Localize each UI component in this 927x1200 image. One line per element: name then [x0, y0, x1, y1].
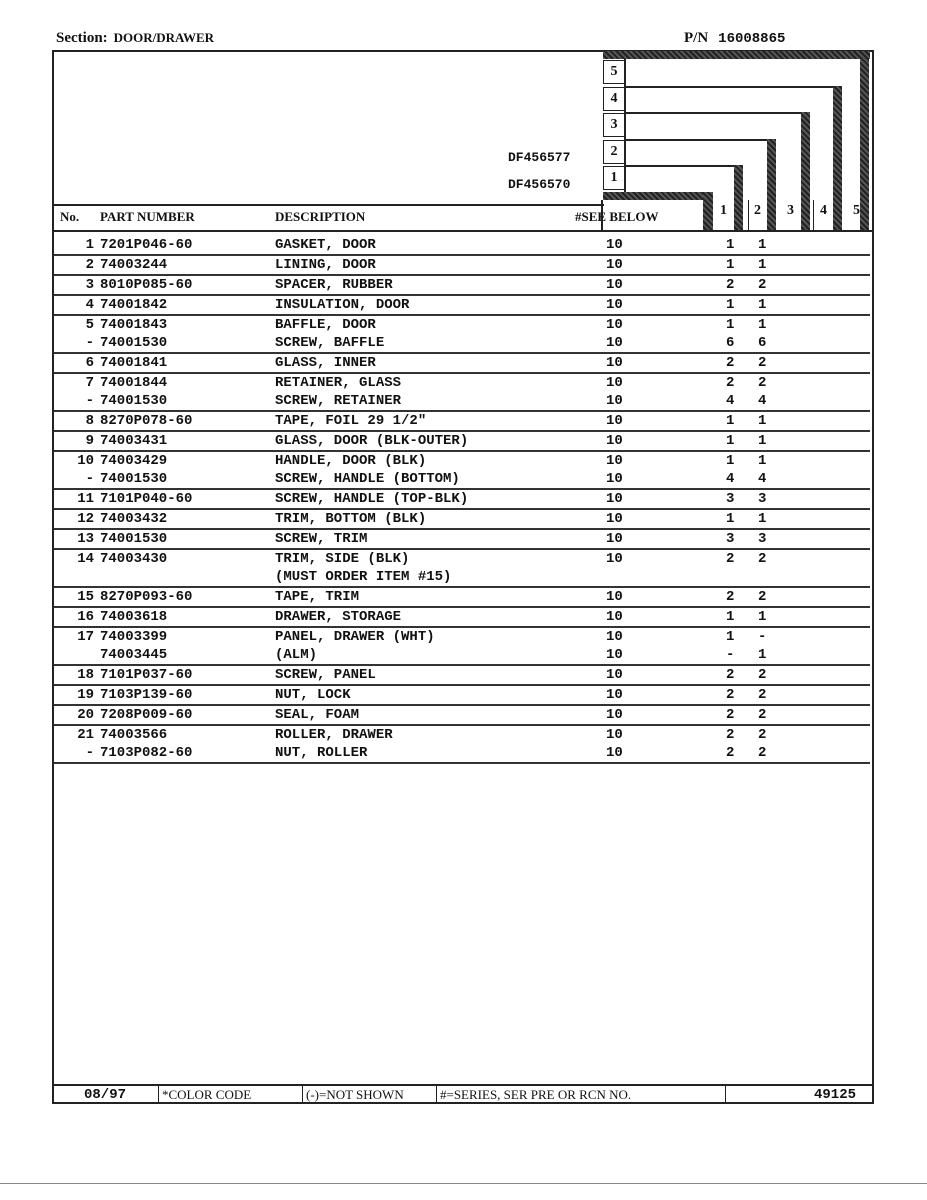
qty-col-1: 2 — [726, 375, 735, 391]
description: SPACER, RUBBER — [275, 277, 393, 293]
item-number: - — [85, 393, 94, 409]
item-number: - — [85, 335, 94, 351]
item-number: 21 — [77, 727, 94, 743]
qty-col-2: 1 — [758, 297, 767, 313]
column-header-description: DESCRIPTION — [275, 209, 366, 224]
part-number: 74001530 — [100, 335, 168, 351]
qty-col-1: 6 — [726, 335, 735, 351]
item-number: 4 — [85, 297, 94, 313]
qty-col-2: 1 — [758, 453, 767, 469]
table-row — [54, 334, 870, 352]
table-row-group — [54, 530, 870, 550]
description: TRIM, SIDE (BLK) — [275, 551, 410, 567]
series: 10 — [606, 335, 623, 351]
qty-col-1: 1 — [726, 297, 735, 313]
table-row — [54, 374, 870, 392]
qty-col-2: 2 — [758, 727, 767, 743]
description: (MUST ORDER ITEM #15) — [275, 569, 452, 585]
qty-col-1: 3 — [726, 491, 735, 507]
qty-col-2: 6 — [758, 335, 767, 351]
table-row-group — [54, 588, 870, 608]
qty-col-1: 1 — [726, 629, 735, 645]
description: TRIM, BOTTOM (BLK) — [275, 511, 427, 527]
part-number: 7101P040-60 — [100, 491, 193, 507]
qty-col-1: 3 — [726, 531, 735, 547]
series: 10 — [606, 687, 623, 703]
section-label: Section: — [56, 30, 108, 46]
footer-bar — [52, 1084, 872, 1104]
part-number: 74003432 — [100, 511, 168, 527]
table-row-group — [54, 726, 870, 764]
table-row — [54, 530, 870, 548]
divider — [52, 204, 604, 206]
series: 10 — [606, 471, 623, 487]
qty-col-2: 2 — [758, 277, 767, 293]
item-number: 5 — [85, 317, 94, 333]
series: 10 — [606, 727, 623, 743]
qty-col-1: 2 — [726, 667, 735, 683]
item-number: 20 — [77, 707, 94, 723]
part-number: 74001841 — [100, 355, 168, 371]
table-row — [54, 726, 870, 744]
qty-col-2: 1 — [758, 609, 767, 625]
qty-col-1: - — [726, 647, 735, 663]
item-number: 1 — [85, 237, 94, 253]
item-number: 9 — [85, 433, 94, 449]
table-row — [54, 686, 870, 704]
footer-color-code: *COLOR CODE — [160, 1086, 303, 1104]
series: 10 — [606, 355, 623, 371]
qty-col-1: 2 — [726, 589, 735, 605]
description: SCREW, TRIM — [275, 531, 368, 547]
column-number-3: 3 — [787, 203, 794, 218]
qty-col-1: 2 — [726, 707, 735, 723]
qty-col-2: 3 — [758, 491, 767, 507]
series: 10 — [606, 393, 623, 409]
table-row — [54, 628, 870, 646]
part-number: 74003399 — [100, 629, 168, 645]
series: 10 — [606, 609, 623, 625]
qty-col-1: 1 — [726, 317, 735, 333]
part-number: 74003430 — [100, 551, 168, 567]
part-number: 7103P082-60 — [100, 745, 193, 761]
table-row — [54, 256, 870, 274]
series-3-box: 3 — [603, 113, 626, 137]
item-number: - — [85, 745, 94, 761]
table-row-group — [54, 706, 870, 726]
divider — [52, 230, 872, 232]
footer-date: 08/97 — [52, 1086, 159, 1104]
qty-col-2: 1 — [758, 511, 767, 527]
series-4-box: 4 — [603, 87, 626, 111]
qty-col-1: 2 — [726, 727, 735, 743]
series-5-box: 5 — [603, 60, 626, 84]
description: TAPE, FOIL 29 1/2" — [275, 413, 427, 429]
qty-col-1: 1 — [726, 237, 735, 253]
description: DRAWER, STORAGE — [275, 609, 402, 625]
item-number: 16 — [77, 609, 94, 625]
qty-col-1: 2 — [726, 355, 735, 371]
qty-col-2: 1 — [758, 413, 767, 429]
column-number-4: 4 — [820, 203, 827, 218]
qty-col-2: 2 — [758, 687, 767, 703]
column-number-5: 5 — [853, 203, 860, 218]
qty-col-2: 3 — [758, 531, 767, 547]
part-number: 74003431 — [100, 433, 168, 449]
qty-col-1: 1 — [726, 413, 735, 429]
series: 10 — [606, 647, 623, 663]
table-row — [54, 316, 870, 334]
table-row — [54, 608, 870, 626]
table-row — [54, 490, 870, 508]
qty-col-1: 1 — [726, 257, 735, 273]
table-row-group — [54, 236, 870, 256]
part-number: 8270P078-60 — [100, 413, 193, 429]
part-number: 74001844 — [100, 375, 168, 391]
part-number: 74003445 — [100, 647, 168, 663]
model-number: DF456577 — [508, 150, 571, 165]
qty-col-2: 4 — [758, 471, 767, 487]
qty-col-1: 1 — [726, 609, 735, 625]
table-row-group — [54, 296, 870, 316]
table-row — [54, 666, 870, 684]
table-row — [54, 296, 870, 314]
table-row — [54, 510, 870, 528]
series: 10 — [606, 237, 623, 253]
description: SCREW, HANDLE (BOTTOM) — [275, 471, 460, 487]
qty-col-2: 1 — [758, 317, 767, 333]
footer-not-shown: (-)=NOT SHOWN — [304, 1086, 437, 1104]
qty-col-2: 1 — [758, 647, 767, 663]
description: GLASS, DOOR (BLK-OUTER) — [275, 433, 469, 449]
item-number: 19 — [77, 687, 94, 703]
column-header-part-number: PART NUMBER — [100, 209, 195, 224]
qty-col-2: 2 — [758, 745, 767, 761]
item-number: 7 — [85, 375, 94, 391]
scan-edge-line — [0, 1183, 927, 1184]
description: SCREW, BAFFLE — [275, 335, 385, 351]
table-row — [54, 412, 870, 430]
series: 10 — [606, 297, 623, 313]
part-number: 74001842 — [100, 297, 168, 313]
column-number-2: 2 — [754, 203, 761, 218]
qty-col-1: 1 — [726, 433, 735, 449]
description: SCREW, PANEL — [275, 667, 376, 683]
table-row-group — [54, 608, 870, 628]
qty-col-1: 4 — [726, 393, 735, 409]
table-row — [54, 470, 870, 488]
qty-col-1: 2 — [726, 687, 735, 703]
part-number: 7103P139-60 — [100, 687, 193, 703]
part-number: 7101P037-60 — [100, 667, 193, 683]
table-row — [54, 550, 870, 568]
table-row — [54, 236, 870, 254]
qty-col-2: 2 — [758, 589, 767, 605]
part-number: 74003566 — [100, 727, 168, 743]
qty-col-2: 2 — [758, 375, 767, 391]
footer-series-note: #=SERIES, SER PRE OR RCN NO. — [438, 1086, 726, 1104]
qty-col-2: 2 — [758, 667, 767, 683]
part-number: 7201P046-60 — [100, 237, 193, 253]
item-number: 8 — [85, 413, 94, 429]
column-header-series: #SEE BELOW — [575, 209, 659, 224]
table-row-group — [54, 510, 870, 530]
description: SEAL, FOAM — [275, 707, 360, 723]
table-row — [54, 276, 870, 294]
section-value: DOOR/DRAWER — [113, 30, 215, 45]
part-number-heading — [684, 30, 785, 47]
series: 10 — [606, 277, 623, 293]
item-number: 15 — [77, 589, 94, 605]
qty-col-2: 2 — [758, 551, 767, 567]
qty-col-1: 2 — [726, 745, 735, 761]
description: GLASS, INNER — [275, 355, 376, 371]
description: NUT, LOCK — [275, 687, 351, 703]
qty-col-1: 2 — [726, 277, 735, 293]
part-number: 74001530 — [100, 471, 168, 487]
description: SCREW, HANDLE (TOP-BLK) — [275, 491, 469, 507]
series: 10 — [606, 413, 623, 429]
part-number: 8010P085-60 — [100, 277, 193, 293]
table-row — [54, 432, 870, 450]
series: 10 — [606, 551, 623, 567]
qty-col-2: 1 — [758, 257, 767, 273]
item-number: 11 — [77, 491, 94, 507]
qty-col-1: 1 — [726, 453, 735, 469]
item-number: 12 — [77, 511, 94, 527]
series-2-box: 2 — [603, 140, 626, 164]
series: 10 — [606, 257, 623, 273]
description: INSULATION, DOOR — [275, 297, 410, 313]
series: 10 — [606, 433, 623, 449]
description: TAPE, TRIM — [275, 589, 360, 605]
item-number: 14 — [77, 551, 94, 567]
qty-col-2: 2 — [758, 707, 767, 723]
pn-value: 16008865 — [718, 31, 786, 47]
series: 10 — [606, 629, 623, 645]
item-number: 6 — [85, 355, 94, 371]
description: GASKET, DOOR — [275, 237, 376, 253]
qty-col-2: 4 — [758, 393, 767, 409]
table-row-group — [54, 550, 870, 588]
series: 10 — [606, 667, 623, 683]
table-row — [54, 568, 870, 586]
part-number: 74001530 — [100, 531, 168, 547]
table-row-group — [54, 452, 870, 490]
qty-col-2: - — [758, 629, 767, 645]
pn-label: P/N — [684, 30, 709, 46]
section-heading — [56, 30, 214, 47]
table-row-group — [54, 432, 870, 452]
series: 10 — [606, 745, 623, 761]
qty-col-2: 1 — [758, 433, 767, 449]
table-row-group — [54, 316, 870, 354]
series: 10 — [606, 453, 623, 469]
table-row — [54, 354, 870, 372]
item-number: 10 — [77, 453, 94, 469]
parts-rows — [54, 236, 870, 764]
item-number: 2 — [85, 257, 94, 273]
footer-page-number: 49125 — [813, 1087, 856, 1103]
description: RETAINER, GLASS — [275, 375, 402, 391]
table-row-group — [54, 666, 870, 686]
part-number: 74003618 — [100, 609, 168, 625]
description: PANEL, DRAWER (WHT) — [275, 629, 435, 645]
description: LINING, DOOR — [275, 257, 376, 273]
description: NUT, ROLLER — [275, 745, 368, 761]
table-row-group — [54, 354, 870, 374]
table-row — [54, 392, 870, 410]
table-row — [54, 452, 870, 470]
item-number: 17 — [77, 629, 94, 645]
table-row-group — [54, 490, 870, 510]
part-number: 74001843 — [100, 317, 168, 333]
column-header-no: No. — [60, 209, 80, 224]
part-number: 74001530 — [100, 393, 168, 409]
series-1-box: 1 — [603, 166, 626, 190]
part-number: 8270P093-60 — [100, 589, 193, 605]
table-row — [54, 706, 870, 724]
description: (ALM) — [275, 647, 318, 663]
table-row-group — [54, 374, 870, 412]
qty-col-2: 2 — [758, 355, 767, 371]
series: 10 — [606, 375, 623, 391]
description: HANDLE, DOOR (BLK) — [275, 453, 427, 469]
series: 10 — [606, 707, 623, 723]
column-number-1: 1 — [720, 203, 727, 218]
part-number: 74003429 — [100, 453, 168, 469]
series: 10 — [606, 589, 623, 605]
series: 10 — [606, 531, 623, 547]
table-row — [54, 744, 870, 762]
table-row-group — [54, 256, 870, 276]
item-number: 18 — [77, 667, 94, 683]
series: 10 — [606, 491, 623, 507]
table-row-group — [54, 276, 870, 296]
table-row — [54, 646, 870, 664]
item-number: 13 — [77, 531, 94, 547]
description: SCREW, RETAINER — [275, 393, 402, 409]
model-number: DF456570 — [508, 177, 571, 192]
table-row-group — [54, 686, 870, 706]
item-number: 3 — [85, 277, 94, 293]
qty-col-1: 4 — [726, 471, 735, 487]
part-number: 7208P009-60 — [100, 707, 193, 723]
table-row — [54, 588, 870, 606]
description: BAFFLE, DOOR — [275, 317, 376, 333]
table-row-group — [54, 628, 870, 666]
series: 10 — [606, 317, 623, 333]
item-number: - — [85, 471, 94, 487]
qty-col-2: 1 — [758, 237, 767, 253]
qty-col-1: 1 — [726, 511, 735, 527]
qty-col-1: 2 — [726, 551, 735, 567]
series: 10 — [606, 511, 623, 527]
part-number: 74003244 — [100, 257, 168, 273]
description: ROLLER, DRAWER — [275, 727, 393, 743]
table-row-group — [54, 412, 870, 432]
